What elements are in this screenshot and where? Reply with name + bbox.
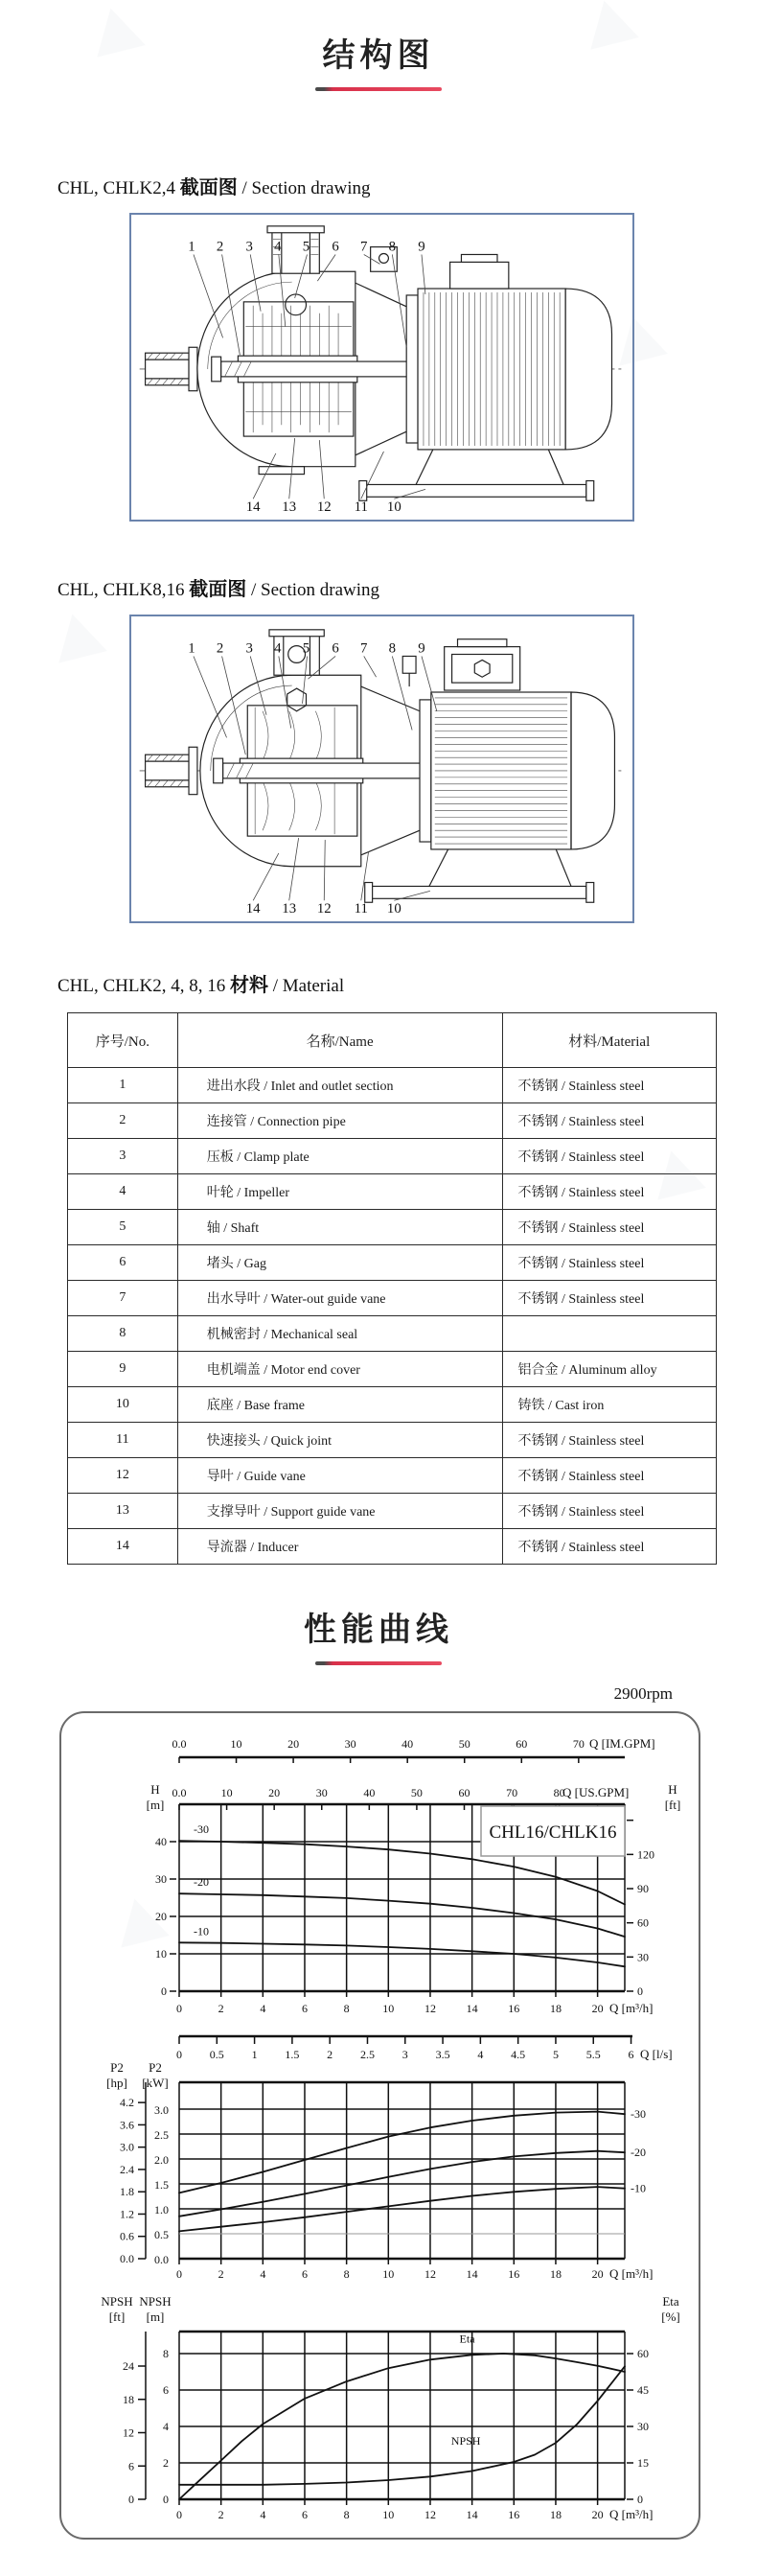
svg-text:2: 2 [218, 2267, 224, 2281]
svg-text:-30: -30 [631, 2107, 646, 2122]
drawing1-heading-bold: 截面图 [179, 177, 238, 198]
svg-text:1.5: 1.5 [154, 2178, 169, 2192]
svg-text:10: 10 [386, 499, 401, 516]
drawing2-heading-prefix: CHL, CHLK8,16 [57, 580, 190, 600]
svg-text:[%]: [%] [661, 2309, 680, 2324]
table-cell: 不锈钢 / Stainless steel [502, 1281, 716, 1316]
svg-text:30: 30 [344, 1737, 356, 1751]
table-row [68, 1210, 717, 1245]
table-cell: 底座 / Base frame [177, 1387, 502, 1423]
svg-text:0: 0 [128, 2493, 134, 2506]
table-cell: 快速接头 / Quick joint [177, 1423, 502, 1458]
svg-text:10: 10 [220, 1786, 233, 1799]
svg-text:Q [m³/h]: Q [m³/h] [609, 2507, 654, 2521]
table-cell: 叶轮 / Impeller [177, 1174, 502, 1210]
svg-text:90: 90 [637, 1882, 649, 1896]
svg-text:70: 70 [506, 1786, 518, 1799]
svg-text:3.5: 3.5 [435, 2048, 450, 2061]
column-header-material: 材料/Material [502, 1013, 716, 1068]
svg-text:0.0: 0.0 [172, 1786, 187, 1799]
table-cell: 不锈钢 / Stainless steel [502, 1068, 716, 1103]
svg-text:60: 60 [516, 1737, 528, 1751]
svg-text:10: 10 [386, 901, 401, 917]
table-row [68, 1245, 717, 1281]
svg-text:[hp]: [hp] [106, 2076, 127, 2090]
svg-text:0: 0 [176, 2508, 182, 2521]
table-header-row [68, 1013, 717, 1068]
svg-text:6: 6 [301, 2508, 308, 2521]
svg-text:[m]: [m] [146, 1798, 165, 1812]
pump-section-drawing-chl8-16 [131, 616, 632, 921]
svg-text:H: H [668, 1782, 677, 1797]
svg-text:30: 30 [315, 1786, 328, 1799]
section-drawing-2 [129, 615, 634, 923]
svg-text:5.5: 5.5 [585, 2048, 601, 2061]
drawing1-heading-prefix: CHL, CHLK2,4 [57, 178, 180, 198]
table-cell: 11 [68, 1423, 178, 1458]
svg-text:16: 16 [508, 2267, 520, 2281]
svg-text:14: 14 [466, 2267, 478, 2281]
svg-text:20: 20 [591, 2002, 604, 2015]
svg-text:12: 12 [316, 499, 332, 516]
svg-text:[ft]: [ft] [108, 2309, 126, 2324]
table-cell: 不锈钢 / Stainless steel [502, 1245, 716, 1281]
table-row [68, 1281, 717, 1316]
svg-text:3: 3 [401, 2048, 408, 2061]
svg-text:2.4: 2.4 [120, 2162, 134, 2176]
svg-text:1.5: 1.5 [285, 2048, 300, 2061]
svg-text:8: 8 [343, 2267, 350, 2281]
svg-text:6: 6 [332, 239, 339, 255]
table-cell: 8 [68, 1316, 178, 1352]
svg-text:-10: -10 [194, 1924, 209, 1938]
svg-text:0.0: 0.0 [172, 1737, 187, 1751]
svg-text:14: 14 [245, 499, 261, 516]
svg-text:1.0: 1.0 [154, 2203, 169, 2216]
table-row [68, 1316, 717, 1352]
svg-text:8: 8 [343, 2508, 350, 2521]
drawing2-heading-bold: 截面图 [189, 579, 247, 600]
svg-text:6: 6 [628, 2048, 634, 2061]
svg-text:4.5: 4.5 [511, 2048, 526, 2061]
table-cell: 导叶 / Guide vane [177, 1458, 502, 1494]
svg-text:0: 0 [176, 2048, 182, 2061]
svg-text:80: 80 [553, 1786, 565, 1799]
structure-section-title: 结构图 [322, 37, 435, 74]
column-header-name: 名称/Name [177, 1013, 502, 1068]
svg-text:4: 4 [274, 640, 282, 657]
svg-text:3: 3 [245, 640, 253, 657]
svg-text:60: 60 [637, 2347, 649, 2361]
column-header-no: 序号/No. [68, 1013, 178, 1068]
svg-text:0: 0 [176, 2267, 182, 2281]
table-cell: 1 [68, 1068, 178, 1103]
svg-text:0: 0 [161, 1984, 167, 1998]
svg-text:0.6: 0.6 [120, 2229, 134, 2243]
table-cell: 3 [68, 1139, 178, 1174]
table-cell: 14 [68, 1529, 178, 1565]
table-cell: 铸铁 / Cast iron [502, 1387, 716, 1423]
svg-text:-30: -30 [194, 1822, 209, 1837]
svg-text:8: 8 [388, 239, 397, 255]
svg-text:0: 0 [176, 2002, 182, 2015]
table-cell: 导流器 / Inducer [177, 1529, 502, 1565]
material-heading-prefix: CHL, CHLK2, 4, 8, 16 [57, 976, 230, 996]
table-cell: 出水导叶 / Water-out guide vane [177, 1281, 502, 1316]
table-cell: 5 [68, 1210, 178, 1245]
table-row [68, 1423, 717, 1458]
svg-text:16: 16 [508, 2508, 520, 2521]
svg-text:13: 13 [282, 901, 297, 917]
svg-text:4: 4 [163, 2420, 169, 2433]
table-cell: 6 [68, 1245, 178, 1281]
svg-text:8: 8 [388, 640, 397, 657]
title-underline [315, 1661, 442, 1665]
svg-text:8: 8 [343, 2002, 350, 2015]
table-cell: 9 [68, 1352, 178, 1387]
table-cell: 不锈钢 / Stainless steel [502, 1458, 716, 1494]
table-row [68, 1103, 717, 1139]
svg-text:12: 12 [316, 901, 332, 917]
svg-text:10: 10 [382, 2267, 395, 2281]
svg-text:Q [US.GPM]: Q [US.GPM] [562, 1785, 630, 1799]
svg-text:4: 4 [260, 2267, 266, 2281]
material-heading [57, 969, 757, 997]
svg-text:60: 60 [637, 1915, 649, 1930]
svg-text:Q [IM.GPM]: Q [IM.GPM] [589, 1736, 655, 1751]
svg-text:70: 70 [572, 1737, 585, 1751]
svg-text:18: 18 [549, 2508, 562, 2521]
svg-text:9: 9 [418, 640, 425, 657]
svg-text:4: 4 [274, 239, 282, 255]
svg-text:3.0: 3.0 [120, 2140, 134, 2154]
svg-text:8: 8 [163, 2347, 169, 2360]
svg-text:1: 1 [188, 239, 195, 255]
svg-text:13: 13 [282, 499, 297, 516]
table-cell: 电机端盖 / Motor end cover [177, 1352, 502, 1387]
svg-text:9: 9 [418, 239, 425, 255]
svg-text:30: 30 [637, 1950, 649, 1964]
svg-text:3.6: 3.6 [120, 2118, 134, 2132]
svg-text:11: 11 [354, 901, 368, 917]
title-underline [315, 87, 442, 91]
table-row [68, 1139, 717, 1174]
table-row [68, 1068, 717, 1103]
svg-text:6: 6 [332, 640, 339, 657]
svg-text:2: 2 [327, 2048, 333, 2061]
svg-text:10: 10 [230, 1737, 242, 1751]
svg-text:1.8: 1.8 [120, 2185, 134, 2199]
svg-text:0: 0 [637, 2493, 643, 2506]
svg-text:20: 20 [155, 1910, 167, 1923]
svg-text:20: 20 [591, 2508, 604, 2521]
material-table-body [68, 1068, 717, 1565]
svg-text:18: 18 [549, 2002, 562, 2015]
table-row [68, 1387, 717, 1423]
svg-text:12: 12 [424, 2002, 436, 2015]
svg-text:30: 30 [637, 2420, 649, 2433]
svg-text:10: 10 [382, 2508, 395, 2521]
svg-text:-20: -20 [194, 1875, 209, 1890]
table-cell: 不锈钢 / Stainless steel [502, 1494, 716, 1529]
table-cell: 铝合金 / Aluminum alloy [502, 1352, 716, 1387]
svg-text:4: 4 [260, 2002, 266, 2015]
material-heading-bold: 材料 [229, 975, 268, 996]
svg-text:1: 1 [251, 2048, 258, 2061]
table-cell: 不锈钢 / Stainless steel [502, 1210, 716, 1245]
svg-text:5: 5 [302, 640, 310, 657]
svg-text:-20: -20 [631, 2146, 646, 2160]
svg-text:0.5: 0.5 [209, 2048, 224, 2061]
performance-charts [61, 1713, 699, 2538]
performance-chart-box [59, 1711, 700, 2540]
svg-text:5: 5 [552, 2048, 559, 2061]
svg-text:12: 12 [424, 2267, 436, 2281]
svg-text:Q [l/s]: Q [l/s] [640, 2047, 673, 2061]
svg-text:2.5: 2.5 [359, 2048, 375, 2061]
table-row [68, 1529, 717, 1565]
table-cell: 不锈钢 / Stainless steel [502, 1139, 716, 1174]
svg-text:18: 18 [549, 2267, 562, 2281]
table-cell: 4 [68, 1174, 178, 1210]
table-cell: 7 [68, 1281, 178, 1316]
svg-text:Q [m³/h]: Q [m³/h] [609, 2266, 654, 2281]
svg-text:2: 2 [218, 2508, 224, 2521]
svg-text:24: 24 [123, 2359, 134, 2374]
svg-text:NPSH: NPSH [139, 2294, 172, 2309]
table-cell [502, 1316, 716, 1352]
svg-text:Eta: Eta [459, 2332, 475, 2346]
table-cell: 连接管 / Connection pipe [177, 1103, 502, 1139]
material-table [67, 1012, 717, 1565]
svg-text:18: 18 [123, 2392, 134, 2406]
material-heading-suffix: / Material [267, 976, 345, 996]
drawing2-heading [57, 573, 757, 601]
table-cell: 进出水段 / Inlet and outlet section [177, 1068, 502, 1103]
table-cell: 2 [68, 1103, 178, 1139]
svg-text:1.2: 1.2 [120, 2207, 134, 2221]
svg-text:4: 4 [477, 2048, 484, 2061]
svg-text:3.0: 3.0 [154, 2103, 169, 2117]
table-row [68, 1458, 717, 1494]
table-cell: 不锈钢 / Stainless steel [502, 1529, 716, 1565]
svg-text:0.0: 0.0 [120, 2252, 134, 2265]
svg-text:11: 11 [354, 499, 368, 516]
svg-text:[kW]: [kW] [142, 2076, 169, 2090]
svg-text:2: 2 [218, 2002, 224, 2015]
table-cell: 支撑导叶 / Support guide vane [177, 1494, 502, 1529]
drawing1-heading [57, 172, 757, 199]
svg-text:4.2: 4.2 [120, 2096, 134, 2110]
table-cell: 压板 / Clamp plate [177, 1139, 502, 1174]
svg-text:2: 2 [216, 239, 224, 255]
svg-text:2: 2 [216, 640, 224, 657]
svg-text:H: H [150, 1782, 160, 1797]
svg-text:14: 14 [245, 901, 261, 917]
svg-text:2: 2 [163, 2456, 169, 2470]
svg-text:-10: -10 [631, 2181, 646, 2195]
svg-text:[m]: [m] [146, 2309, 165, 2324]
svg-text:1: 1 [188, 640, 195, 657]
svg-text:14: 14 [466, 2508, 478, 2521]
table-row [68, 1174, 717, 1210]
svg-text:12: 12 [424, 2508, 436, 2521]
table-cell: 13 [68, 1494, 178, 1529]
svg-text:6: 6 [163, 2383, 169, 2397]
svg-text:16: 16 [508, 2002, 520, 2015]
svg-text:5: 5 [302, 239, 310, 255]
svg-text:60: 60 [458, 1786, 470, 1799]
svg-text:[ft]: [ft] [664, 1798, 681, 1812]
svg-text:0.0: 0.0 [154, 2253, 169, 2266]
svg-text:20: 20 [287, 1737, 300, 1751]
rpm-label: 2900rpm [613, 1684, 673, 1703]
table-row [68, 1494, 717, 1529]
svg-text:4: 4 [260, 2508, 266, 2521]
performance-section-title: 性能曲线 [304, 1612, 453, 1648]
svg-text:30: 30 [155, 1872, 167, 1886]
section-drawing-1 [129, 213, 634, 522]
svg-text:6: 6 [301, 2267, 308, 2281]
svg-text:0: 0 [637, 1984, 643, 1998]
svg-text:7: 7 [360, 239, 368, 255]
svg-text:20: 20 [591, 2267, 604, 2281]
svg-text:NPSH: NPSH [101, 2294, 133, 2309]
svg-text:15: 15 [637, 2456, 649, 2470]
table-cell: 10 [68, 1387, 178, 1423]
svg-text:0.5: 0.5 [154, 2228, 169, 2241]
svg-text:CHL16/CHLK16: CHL16/CHLK16 [489, 1822, 617, 1843]
svg-text:14: 14 [466, 2002, 478, 2015]
svg-text:NPSH: NPSH [450, 2434, 481, 2448]
table-cell: 不锈钢 / Stainless steel [502, 1103, 716, 1139]
svg-text:50: 50 [458, 1737, 470, 1751]
svg-text:50: 50 [410, 1786, 423, 1799]
table-cell: 不锈钢 / Stainless steel [502, 1174, 716, 1210]
table-cell: 轴 / Shaft [177, 1210, 502, 1245]
svg-text:10: 10 [382, 2002, 395, 2015]
table-cell: 机械密封 / Mechanical seal [177, 1316, 502, 1352]
table-cell: 12 [68, 1458, 178, 1494]
svg-text:10: 10 [155, 1947, 167, 1961]
svg-text:12: 12 [123, 2425, 134, 2440]
svg-text:2.5: 2.5 [154, 2128, 169, 2142]
table-row [68, 1352, 717, 1387]
pump-section-drawing-chl2-4 [131, 215, 632, 520]
svg-text:20: 20 [268, 1786, 281, 1799]
svg-text:0: 0 [163, 2493, 169, 2506]
svg-text:40: 40 [155, 1835, 167, 1848]
drawing1-heading-suffix: / Section drawing [237, 178, 371, 198]
table-cell: 不锈钢 / Stainless steel [502, 1423, 716, 1458]
watermark-logo [48, 608, 107, 662]
svg-text:Q [m³/h]: Q [m³/h] [609, 2001, 654, 2015]
svg-text:3: 3 [245, 239, 253, 255]
svg-text:6: 6 [128, 2459, 134, 2473]
svg-text:40: 40 [363, 1786, 376, 1799]
svg-text:Eta: Eta [662, 2294, 679, 2309]
svg-text:6: 6 [301, 2002, 308, 2015]
svg-text:P2: P2 [149, 2060, 162, 2075]
drawing2-heading-suffix: / Section drawing [246, 580, 380, 600]
svg-text:2.0: 2.0 [154, 2153, 169, 2167]
table-cell: 堵头 / Gag [177, 1245, 502, 1281]
svg-text:45: 45 [637, 2383, 649, 2397]
svg-text:120: 120 [637, 1847, 654, 1862]
svg-text:40: 40 [401, 1737, 414, 1751]
svg-text:7: 7 [360, 640, 368, 657]
svg-text:P2: P2 [110, 2060, 124, 2075]
